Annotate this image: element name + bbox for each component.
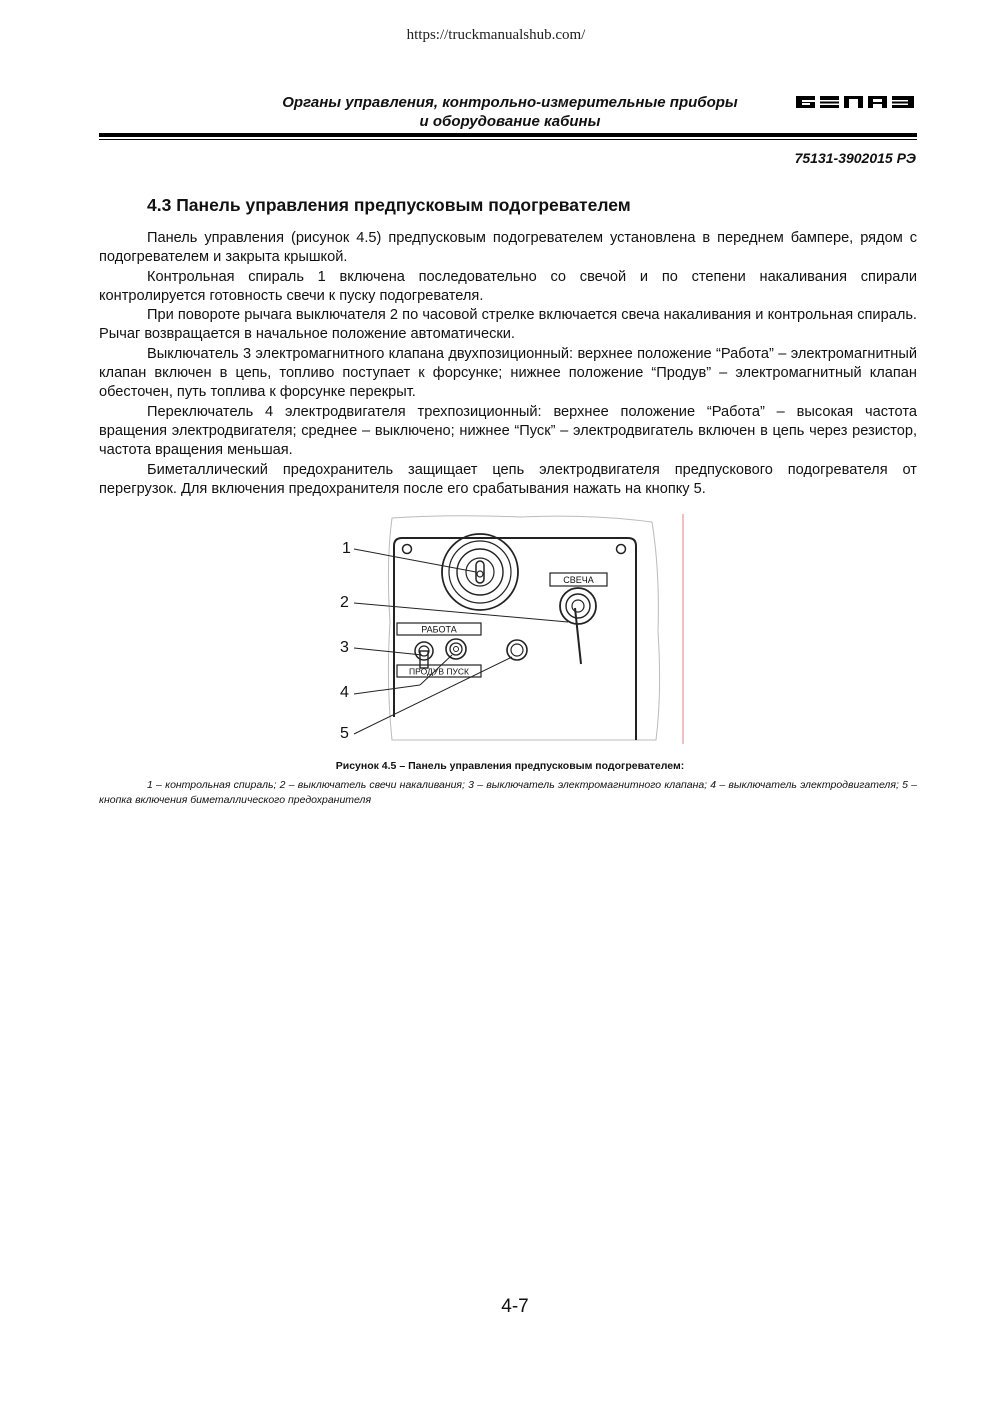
page-number: 4-7 [501, 1296, 529, 1317]
panel-body [394, 538, 636, 740]
plate-produv-pusk: ПРОДУВ ПУСК [409, 666, 469, 677]
belaz-logo [796, 96, 914, 108]
control-panel-figure [330, 512, 690, 748]
callout-2: 2 [340, 594, 349, 611]
header-title-line2: и оборудование кабины [419, 113, 601, 130]
paragraph: Переключатель 4 электродвигателя трехпозиционный: верхнее положение “Работа” – высокая частота вращения электродвигателя; среднее – выключено; нижнее “Пуск” – электродвигатель включен в цепь через резистор, частота вращения меньшая. [99, 403, 917, 459]
header-title [200, 93, 820, 131]
leader-line-1 [354, 549, 476, 572]
figure-caption: Рисунок 4.5 – Панель управления предпусковым подогревателем: [335, 760, 685, 772]
paragraph: Контрольная спираль 1 включена последовательно со свечой и по степени накаливания спирали контролируется готовность свечи к пуску подогревателя. [99, 268, 917, 304]
figure-legend: 1 – контрольная спираль; 2 – выключатель свечи накаливания; 3 – выключатель электромагнитного клапана; 4 – выключатель электродвигателя; 5 – кнопка включения биметаллического предохранителя [99, 779, 917, 806]
paragraph: Панель управления (рисунок 4.5) предпусковым подогревателем установлена в переднем бампере, рядом с подогревателем и закрыта крышкой. [99, 230, 917, 266]
section-heading: 4.3 Панель управления предпусковым подогревателем [147, 195, 631, 215]
plate-rabota: РАБОТА [421, 624, 457, 635]
header-rule-thick [99, 133, 917, 137]
control-spiral [442, 534, 518, 610]
callout-5: 5 [340, 725, 349, 742]
paragraph: Выключатель 3 электромагнитного клапана двухпозиционный: верхнее положение “Работа” – электромагнитный клапан включен в цепь, топливо поступает к форсунке; нижнее положение “Продув” – электромагнитный клапан обесточен, путь топлива к форсунке перекрыт. [99, 345, 917, 401]
callout-3: 3 [340, 639, 349, 656]
paragraph: Биметаллический предохранитель защищает цепь электродвигателя предпускового подогревателя от перегрузок. Для включения предохранителя после его срабатывания нажать на кнопку 5. [99, 461, 917, 497]
header-title-line1: Органы управления, контрольно-измерительные приборы [282, 94, 738, 111]
header-rule-thin [99, 139, 917, 140]
fuse-reset-button [507, 640, 527, 660]
leader-line-3 [354, 648, 422, 655]
source-url[interactable]: https://truckmanualshub.com/ [406, 27, 586, 43]
leader-line-4 [354, 685, 420, 694]
paragraph: При повороте рычага выключателя 2 по часовой стрелке включается свеча накаливания и контрольная спираль. Рычаг возвращается в начальное положение автоматически. [99, 307, 917, 343]
callout-4: 4 [340, 684, 349, 701]
callout-1: 1 [342, 540, 351, 557]
glow-plug-switch [560, 588, 596, 664]
body-text [99, 229, 917, 499]
mounting-hole [403, 545, 412, 554]
document-number: 75131-3902015 РЭ [794, 150, 916, 166]
motor-switch [446, 639, 466, 659]
plate-svecha: СВЕЧА [563, 575, 594, 585]
mounting-hole [617, 545, 626, 554]
